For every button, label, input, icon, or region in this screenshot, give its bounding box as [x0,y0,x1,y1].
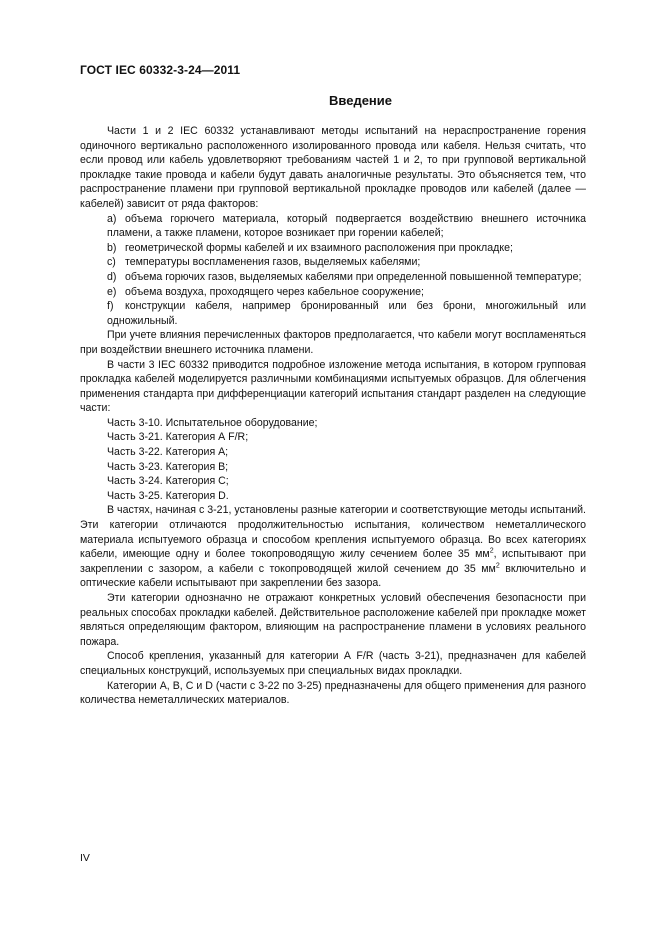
factor-text: температуры воспламенения газов, выделяемых кабелями; [125,256,421,269]
factor-marker: d) [107,270,117,283]
factor-item-a [80,212,586,241]
factor-marker: b) [107,241,117,254]
factor-item-e [80,285,586,300]
categories-text-c: включительно и оптические кабели испытывают при закреплении без зазора. [80,562,586,590]
paragraph-part3: В части 3 IEC 60332 приводится подробное изложение метода испытания, в котором групповая прокладка кабелей моделируется различными комбинациями испытуемых образцов. Для облегчения применения стандарта при дифференциации категорий испытания стандарт разделен на следующие части: [80,358,586,415]
part-item-3-10: Часть 3-10. Испытательное оборудование; [107,416,318,429]
paragraph-categories [80,503,586,591]
factor-marker: e) [107,285,117,298]
factor-marker: a) [107,212,117,225]
factor-item-f [80,299,586,328]
categories-text-b: , испытывают при закреплении с зазором, а кабели с токопроводящей жилой сечением до 35 мм [80,548,586,575]
factor-marker: c) [107,256,116,269]
part-item-3-24: Часть 3-24. Категория С; [107,475,229,488]
factor-item-b [80,241,586,256]
part-item-3-22: Часть 3-22. Категория А; [107,446,229,459]
part-item-3-25: Часть 3-25. Категория D. [107,489,229,502]
factor-marker: f) [107,300,114,313]
factor-text: геометрической формы кабелей и их взаимного расположения при прокладке; [125,241,513,254]
factor-text: объема горючих газов, выделяемых кабелями при определенной повышенной температуре; [125,270,582,283]
section-title: Введение [329,93,392,108]
paragraph-general-use: Категории А, В, С и D (части с 3-22 по 3-25) предназначены для общего применения для разного количества неметаллических материалов. [80,679,586,707]
factor-item-c [80,255,586,270]
factor-text: объема воздуха, проходящего через кабельное сооружение; [125,285,424,298]
factor-text: объема горючего материала, который подвергается воздействию внешнего источника пламени, а также пламени, которое возникает при горении кабелей; [107,212,586,240]
page-number: IV [80,852,90,864]
paragraph-fixing: Способ крепления, указанный для категории А F/R (часть 3-21), предназначен для кабелей специальных конструкций, используемых при специальных видах прокладки. [80,650,586,677]
body-text [80,124,586,708]
superscript-2: 2 [489,547,494,555]
superscript-2: 2 [495,562,500,570]
document-header: ГОСТ IEC 60332-3-24—2011 [80,63,241,77]
paragraph-factors-note: При учете влияния перечисленных факторов предполагается, что кабели могут воспламеняться при воздействии внешнего источника пламени. [80,329,586,356]
part-item-3-21: Часть 3-21. Категория А F/R; [107,431,249,444]
categories-text-a: В частях, начиная с 3-21, установлены разные категории и соответствующие методы испытаний. Эти категории отличаются продолжительностью испытания, количеством неметаллического материала испытуемого образца и способом крепления испытуемого образца. Во всех категориях кабели, имеющие одну и более токопроводящую жилу сечением более 35 мм [80,504,586,561]
factor-item-d [80,270,586,285]
factor-text: конструкции кабеля, например бронированный или без брони, многожильный или одножильный. [107,300,586,327]
paragraph-intro: Части 1 и 2 IEC 60332 устанавливают методы испытаний на нераспространение горения одиночного вертикально расположенного изолированного провода или кабеля. Нельзя считать, что если провод или кабель удовлетворяют требованиям частей 1 и 2, то при групповой вертикальной прокладке такие провода и кабели будут давать аналогичные результаты. Это объясняется тем, что распространение пламени при групповой вертикальной прокладке проводов или кабелей (далее — кабелей) зависит от ряда факторов: [80,125,586,210]
part-item-3-23: Часть 3-23. Категория В; [107,460,229,473]
paragraph-safety: Эти категории однозначно не отражают конкретных условий обеспечения безопасности при реальных способах прокладки кабелей. Действительное расположение кабелей при прокладке может являться определяющим фактором, влияющим на распространение пламени в условиях реального пожара. [80,592,586,648]
